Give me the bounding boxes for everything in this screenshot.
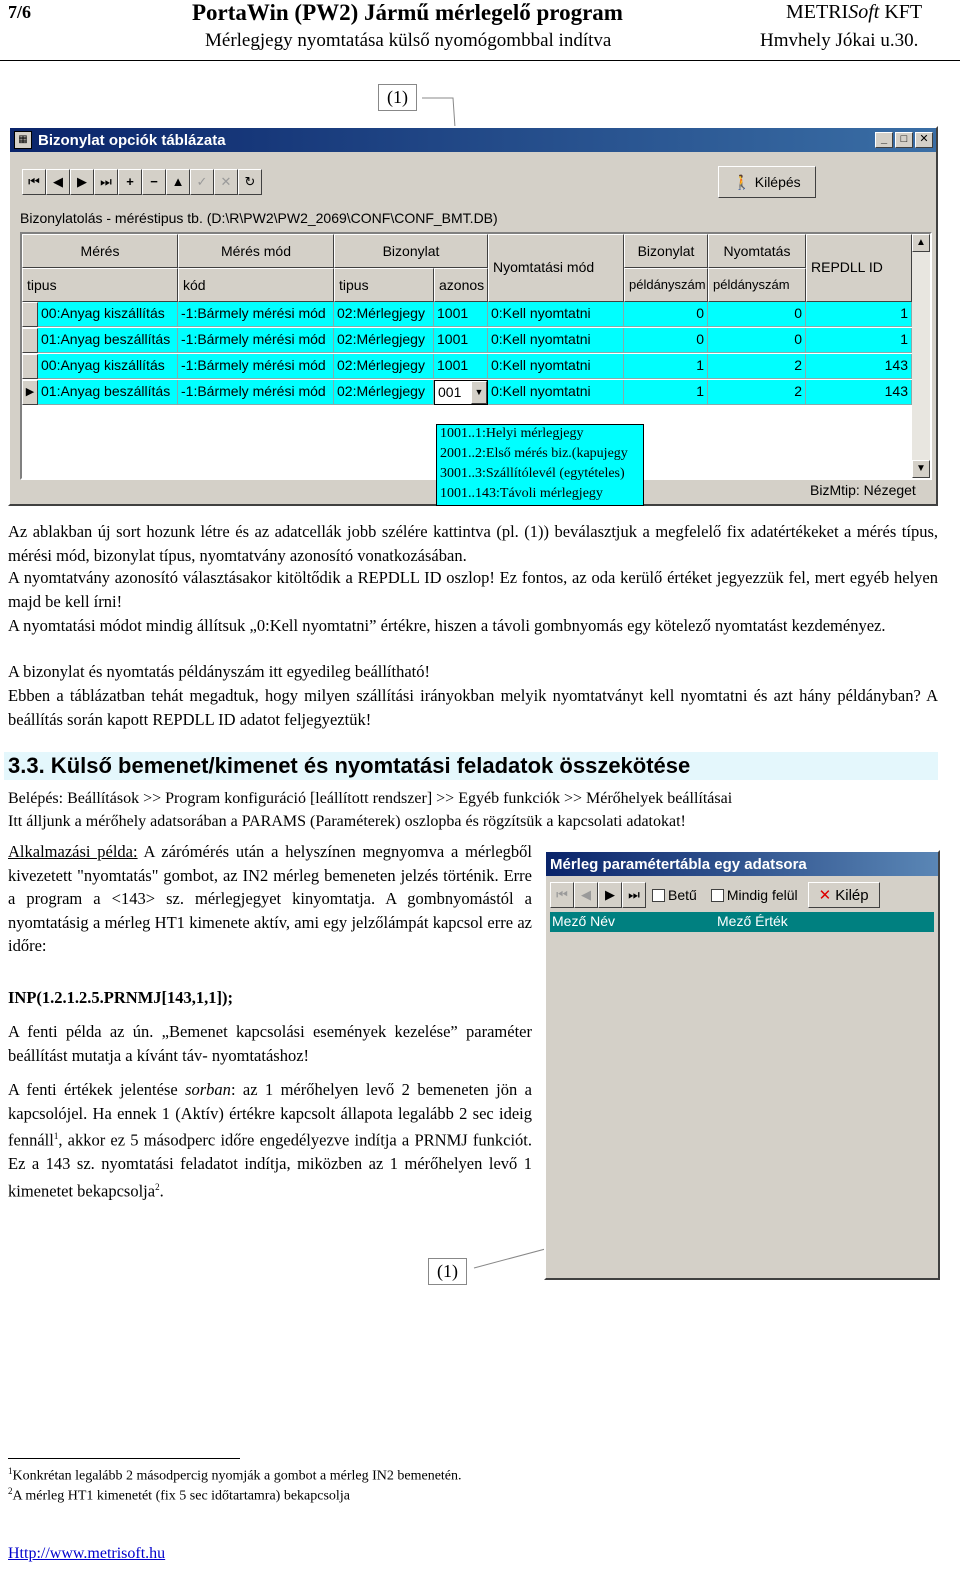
table-cell[interactable]: 143 — [806, 380, 912, 405]
company-name-italic: Soft — [848, 1, 880, 23]
post-edit-icon[interactable]: ✓ — [190, 169, 214, 195]
footnote-1-text: Konkrétan legalább 2 másodpercig nyomják a gombot a mérleg IN2 bemenetén. — [12, 1468, 462, 1484]
exit-button-label: Kilép — [835, 886, 869, 904]
checkbox-box — [652, 889, 665, 902]
company-address: Hmvhely Jókai u.30. — [760, 30, 919, 51]
example-after: A fenti példa az ún. „Bemenet kapcsolási események kezelése” paraméter beállítást mutatja a kívánt táv- nyomtatáshoz! — [8, 1022, 532, 1065]
col-header-meres[interactable]: Mérés — [22, 234, 178, 268]
table-cell[interactable]: 0:Kell nyomtatni — [488, 302, 624, 327]
editing-cell[interactable] — [434, 380, 488, 405]
section-heading: 3.3. Külső bemenet/kimenet és nyomtatási feladatok összekötése — [4, 752, 938, 780]
close-icon[interactable]: ✕ — [915, 132, 933, 148]
footnote-1-number: 1 — [8, 1466, 13, 1476]
example-text: A zárómérés után a helyszínen megnyomva a mérlegből kivezetett "nyomtatás" gombot, az IN2 mérleg bemeneten jelzés történik. Erre a program a <143> sz. mérlegjegyet kinyomtatja. A gombnyomástól a nyomtatásig a mérleg HT1 kimenete aktív, ami egy jelzőlámpát kapcsol erre az időre: — [8, 842, 532, 955]
prior-record-icon[interactable]: ◀ — [46, 169, 70, 195]
table-cell[interactable]: 143 — [806, 354, 912, 379]
exit-button[interactable] — [718, 166, 816, 198]
company-name-pre: METRI — [786, 1, 849, 23]
paragraph-3: A nyomtatási módot mindig állítsuk „0:Kell nyomtatni” értékre, hiszen a távoli gombnyomás egy kötelező nyomtatást kezdeményez. — [8, 616, 886, 635]
row-indicator[interactable] — [22, 302, 38, 327]
table-cell[interactable]: 0:Kell nyomtatni — [488, 328, 624, 353]
exit-button-label: Kilépés — [754, 174, 801, 190]
footnote-ref-1: 1 — [53, 1131, 59, 1141]
table-cell[interactable]: 00:Anyag kiszállítás — [38, 354, 178, 379]
meaning-c: , akkor ez 5 másodperc időre engedélyezve indítja a PRNMJ funkciót. Ez a 143 sz. nyomtatási feladatot indítja, miközben az 1 mérőhelyen levő 1 kimenetet bekapcsolja — [8, 1130, 532, 1200]
example-label: Alkalmazási példa: — [8, 842, 138, 861]
dropdown-arrow-icon[interactable]: ▼ — [471, 381, 487, 404]
table-cell[interactable]: 0 — [624, 302, 708, 327]
row-indicator[interactable] — [22, 328, 38, 353]
exit-x-icon: ✕ — [818, 887, 832, 904]
dropdown-option[interactable]: 1001..1:Helyi mérlegjegy — [440, 426, 584, 441]
app-icon: ▦ — [14, 131, 32, 149]
col-header-repdll[interactable]: REPDLL ID — [806, 234, 912, 302]
exit-button[interactable] — [808, 882, 880, 908]
edit-record-icon[interactable]: ▲ — [166, 169, 190, 195]
param-window-titlebar — [546, 852, 938, 876]
table-cell[interactable]: 1001 — [434, 354, 488, 379]
table-path-label: Bizonylatolás - méréstipus tb. (D:\R\PW2\PW2_2069\CONF\CONF_BMT.DB) — [20, 210, 498, 226]
betu-label: Betű — [668, 887, 697, 903]
table-cell[interactable]: 02:Mérlegjegy — [334, 380, 434, 405]
dropdown-option[interactable]: 2001..2:Első mérés biz.(kapujegy — [440, 446, 628, 461]
header-rule — [0, 60, 960, 61]
table-cell[interactable]: 00:Anyag kiszállítás — [38, 302, 178, 327]
table-cell[interactable]: 1 — [806, 328, 912, 353]
row-indicator[interactable] — [22, 354, 38, 379]
footnote-2-number: 2 — [8, 1486, 13, 1496]
dropdown-option[interactable]: 3001..3:Szállítólevél (egytételes) — [440, 466, 625, 481]
table-cell[interactable]: -1:Bármely mérési mód — [178, 302, 334, 327]
mindig-felul-label: Mindig felül — [726, 887, 798, 903]
prior-record-icon[interactable]: ◀ — [574, 882, 598, 908]
meaning-a: A fenti értékek jelentése — [8, 1080, 186, 1099]
col-header-nyomtatas[interactable]: Nyomtatás — [708, 234, 806, 268]
delete-record-icon[interactable]: − — [142, 169, 166, 195]
scroll-down-icon[interactable]: ▼ — [912, 460, 930, 478]
last-record-icon[interactable]: ⏭ — [622, 882, 646, 908]
col-subheader-biz-peldanyszam[interactable]: példányszám — [624, 268, 708, 302]
belepes-text: Belépés: Beállítások >> Program konfiguráció [leállított rendszer] >> Egyéb funkciók >> Mérőhelyek beállításai — [8, 790, 733, 807]
col-header-mezo-ertek[interactable]: Mező Érték — [717, 913, 788, 929]
next-record-icon[interactable]: ▶ — [598, 882, 622, 908]
col-header-bizonylat[interactable]: Bizonylat — [334, 234, 488, 268]
table-cell[interactable]: 2 — [708, 380, 806, 405]
minimize-icon[interactable]: _ — [875, 132, 893, 148]
footnote-2-text: A mérleg HT1 kimenetét (fix 5 sec időtartamra) bekapcsolja — [12, 1488, 350, 1504]
first-record-icon[interactable]: ⏮ — [550, 882, 574, 908]
table-cell[interactable]: 0 — [708, 328, 806, 353]
exit-person-icon: 🚶 — [733, 173, 751, 190]
paragraph-4: A bizonylat és nyomtatás példányszám itt egyedileg beállítható! — [8, 662, 431, 681]
paragraph-5: Ebben a táblázatban tehát megadtuk, hogy milyen szállítási irányokban melyik nyomtatványt kell nyomtatni és azt hány példányban? A beállítás során kapott REPDLL ID adatot feljegyeztük! — [8, 686, 938, 729]
paragraph-1: Az ablakban új sort hozunk létre és az adatcellák jobb szélére kattintva (pl. (1)) beválasztjuk a megfelelő fix adatértékeket a mérés típus, mérési mód, bizonylat típus, nyomtatvány azonosító vonatkozásában. — [8, 522, 938, 565]
footnote-2 — [8, 1486, 350, 1505]
table-cell[interactable]: 0:Kell nyomtatni — [488, 380, 624, 405]
example-code: INP(1.2.1.2.5.PRNMJ[143,1,1]); — [8, 988, 233, 1007]
navigator-toolbar — [22, 169, 262, 195]
document-title: PortaWin (PW2) Jármű mérlegelő program — [192, 0, 623, 25]
current-row-indicator[interactable]: ▶ — [22, 380, 38, 405]
col-subheader-kod[interactable]: kód — [178, 268, 334, 302]
checkbox-box — [711, 889, 724, 902]
editing-cell-value: 001 — [438, 384, 462, 400]
col-header-meres-mod[interactable]: Mérés mód — [178, 234, 334, 268]
paragraph-2: A nyomtatvány azonosító választásakor kitöltődik a REPDLL ID oszlop! Ez fontos, az oda kerülő értéket jegyezzük fel, mert egyéb helyen majd be kell írni! — [8, 568, 938, 611]
dropdown-list[interactable] — [436, 424, 644, 506]
document-subtitle: Mérlegjegy nyomtatása külső nyomógombbal indítva — [205, 30, 612, 51]
param-grid-header — [550, 912, 934, 932]
table-cell[interactable]: -1:Bármely mérési mód — [178, 354, 334, 379]
table-cell[interactable]: 1 — [624, 354, 708, 379]
table-cell[interactable]: -1:Bármely mérési mód — [178, 380, 334, 405]
table-cell[interactable]: 0 — [624, 328, 708, 353]
company-name-post: KFT — [879, 1, 923, 23]
col-subheader-tipus[interactable]: tipus — [22, 268, 178, 302]
meaning-italic: sorban — [185, 1080, 231, 1099]
footnote-ref-2: 2 — [155, 1181, 160, 1192]
col-subheader-azonos[interactable]: azonos — [434, 268, 488, 302]
betu-checkbox[interactable] — [652, 887, 697, 903]
table-cell[interactable]: 0 — [708, 302, 806, 327]
vertical-scrollbar[interactable] — [912, 234, 930, 478]
col-header-mezo-nev[interactable]: Mező Név — [552, 913, 616, 929]
table-cell[interactable]: 2 — [708, 354, 806, 379]
table-cell[interactable]: 0:Kell nyomtatni — [488, 354, 624, 379]
table-cell[interactable]: 01:Anyag beszállítás — [38, 380, 178, 405]
col-header-bizonylat-peldany[interactable]: Bizonylat — [624, 234, 708, 268]
table-cell[interactable]: 1001 — [434, 328, 488, 353]
table-cell[interactable]: 02:Mérlegjegy — [334, 328, 434, 353]
scroll-up-icon[interactable]: ▲ — [912, 234, 930, 252]
company-name — [786, 1, 922, 24]
col-header-nyomtatasi-mod[interactable]: Nyomtatási mód — [488, 234, 624, 302]
callout-label-bottom: (1) — [428, 1258, 467, 1285]
window-title: Bizonylat opciók táblázata — [38, 131, 226, 149]
first-record-icon[interactable]: ⏮ — [22, 169, 46, 195]
itt-text: Itt álljunk a mérőhely adatsorában a PARAMS (Paraméterek) oszlopba és rögzítsük a kapcsolati adatokat! — [8, 813, 686, 830]
footnote-1 — [8, 1466, 462, 1485]
refresh-icon[interactable]: ↻ — [238, 169, 262, 195]
param-window-title: Mérleg paramétertábla egy adatsora — [550, 855, 807, 873]
callout-label-top: (1) — [378, 84, 417, 111]
meaning-d: . — [159, 1181, 164, 1200]
insert-record-icon[interactable]: + — [118, 169, 142, 195]
last-record-icon[interactable]: ⏭ — [94, 169, 118, 195]
table-cell[interactable]: 02:Mérlegjegy — [334, 302, 434, 327]
website-link[interactable]: Http://www.metrisoft.hu — [8, 1545, 166, 1562]
meaning-b: : az 1 mérőhelyen levő 2 bemeneten jön a kapcsolójel. Ha ennek 1 (Aktív) értékre kapcsolt állapota legalább 2 sec ideig fennáll — [8, 1080, 532, 1150]
table-cell[interactable]: 1 — [806, 302, 912, 327]
cancel-edit-icon[interactable]: ✕ — [214, 169, 238, 195]
footnote-rule — [8, 1458, 240, 1459]
table-cell[interactable]: 02:Mérlegjegy — [334, 354, 434, 379]
table-cell[interactable]: -1:Bármely mérési mód — [178, 328, 334, 353]
example-paragraph — [8, 840, 532, 958]
table-cell[interactable]: 1 — [624, 380, 708, 405]
dropdown-option[interactable]: 1001..143:Távoli mérlegjegy — [440, 486, 603, 501]
col-subheader-nyomt-peldanyszam[interactable]: példányszám — [708, 268, 806, 302]
next-record-icon[interactable]: ▶ — [70, 169, 94, 195]
table-cell[interactable]: 1001 — [434, 302, 488, 327]
scale-param-window — [544, 850, 940, 1280]
param-toolbar — [550, 882, 880, 908]
table-cell[interactable]: 01:Anyag beszállítás — [38, 328, 178, 353]
col-subheader-biz-tipus[interactable]: tipus — [334, 268, 434, 302]
window-titlebar — [10, 128, 936, 152]
meaning-paragraph — [8, 1078, 532, 1203]
status-text: BizMtip: Nézeget — [810, 482, 916, 498]
page-number: 7/6 — [8, 2, 32, 22]
maximize-icon[interactable]: □ — [895, 132, 913, 148]
mindig-felul-checkbox[interactable] — [711, 887, 798, 903]
